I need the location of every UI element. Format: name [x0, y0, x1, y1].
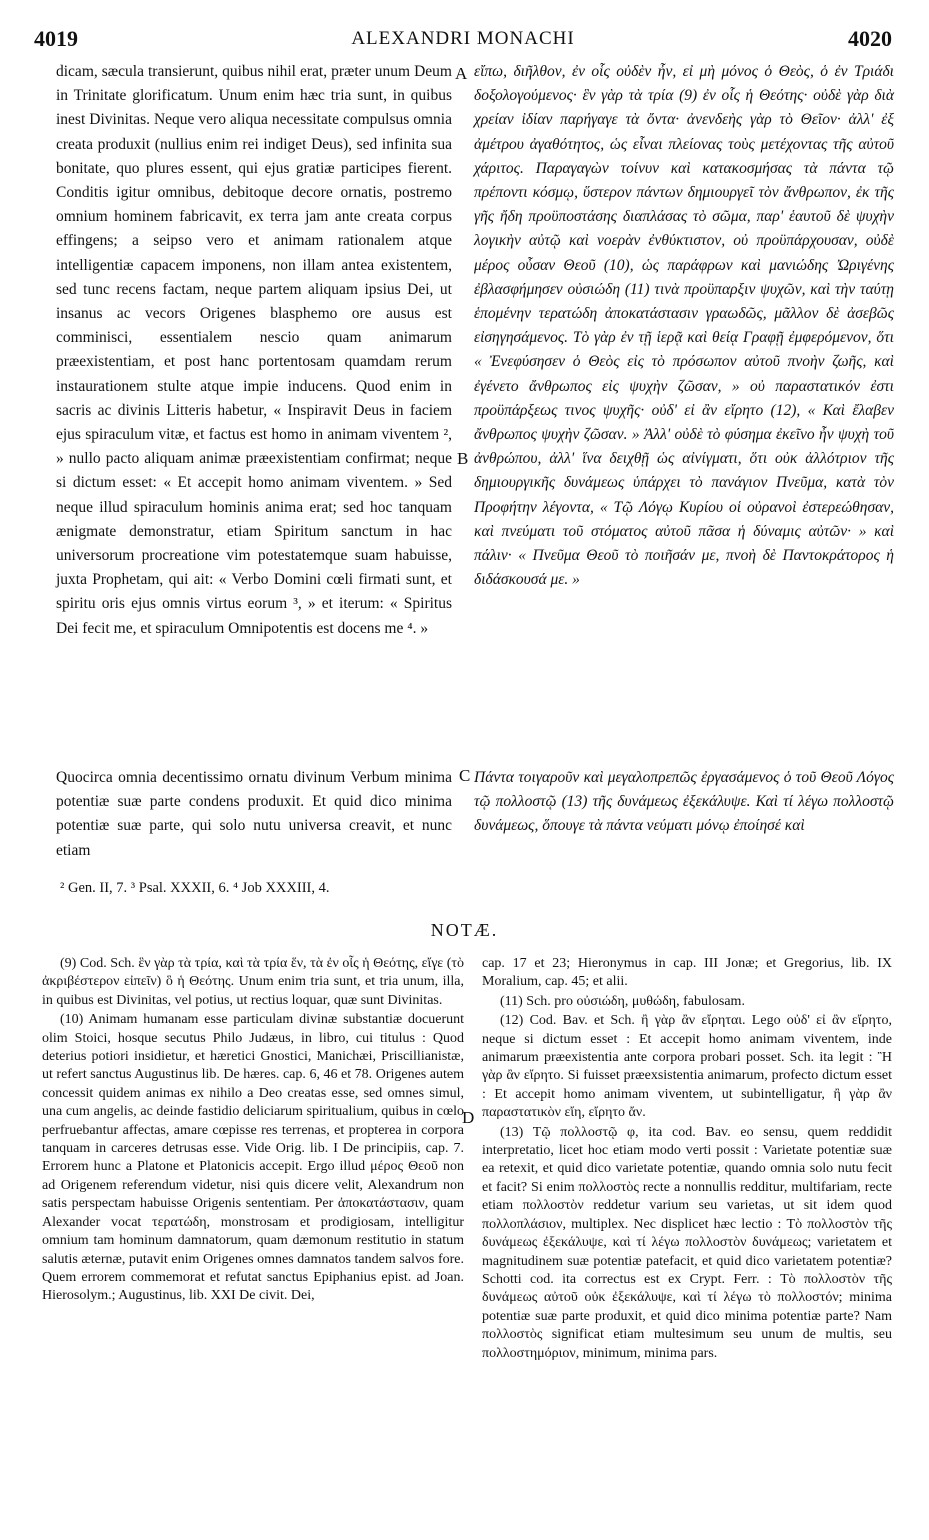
column-marker-b: B	[457, 449, 469, 468]
note-12: (12) Cod. Bav. et Sch. ἢ γὰρ ἂν εἴρηται. Lego οὐδ' εἰ ἂν εἴρητο, neque si dictum esset : Et accepit homo animam viventem, inde animarum præexistentia ante corpora probari posset. Sch. ita legit : Ἢ γὰρ ἂν εἴρητο. Si fuisset præexsistentia animarum, profecto dictum esset : Et accepit homo animam viventem, ut subintelligatur, ἢ γὰρ ἂν παραστατικὸν εἴη, εἴρητο ἄν.	[482, 1013, 892, 1121]
page-header	[34, 26, 892, 62]
note-10-continued: cap. 17 et 23; Hieronymus in cap. III Jonæ; et Gregorius, lib. IX Moralium, cap. 45; et alii.	[482, 956, 892, 990]
greek-column-paragraph-1	[474, 60, 894, 592]
latin-text: Quocirca omnia decentissimo ornatu divinum Verbum minima potentiæ suæ parte condens produxit. Et quid dico minima potentiæ suæ parte, qui solo nutu universa creavit, et nunc etiam	[56, 769, 452, 859]
latin-column-paragraph-2	[56, 766, 452, 863]
column-marker-a: A	[455, 64, 468, 83]
left-page-number: 4019	[34, 26, 78, 51]
running-title: ALEXANDRI MONACHI	[351, 28, 575, 49]
notes-right-column	[482, 955, 892, 1364]
note-9: (9) Cod. Sch. ἓν γὰρ τὰ τρία, καὶ τὰ τρία ἕν, τὰ ἐν οἷς ἡ Θεότης, εἴγε (τὸ ἀκριβέστερον εἰπεῖν) ὃ ἡ Θεότης. Unum enim tria sunt, et tria unum, illa, in quibus est Divinitas, vel potius, ut rectius loquar, quæ sunt Divinitas.	[42, 956, 464, 1008]
latin-column-paragraph-1	[56, 60, 452, 641]
column-marker-c: C	[459, 766, 471, 785]
notes-heading: NOTÆ.	[430, 920, 499, 940]
notes-left-column	[42, 955, 464, 1307]
note-11: (11) Sch. pro οὐσιώδη, μυθώδη, fabulosam.	[500, 993, 745, 1009]
latin-text: dicam, sæcula transierunt, quibus nihil erat, præter unum Deum in Trinitate glorificatum. Unum enim hæc tria sunt, in quibus inest Divinitas. Neque vero aliqua necessitate compulsus omnia creata produxit (nullius enim rei indiget Deus), sed infinita sua bonitate, quo plures essent, qui ejus gratiæ participes fierent. Conditis igitur omnibus, debitoque decore ornatis, postremo omnium hominem fabricavit, ex terra jam ante creata corpus effingens; a seipso vero et animam rationalem atque intelligentiæ capacem imponens, non illam antea existentem, sed tunc recens factam, neque partem aliquam ipsius Dei, ut insanus ac vecors Origenes blasphemo ore ausus est comminisci, essentialem nescio quam animarum præexistentiam, et post hanc portentosam quamdam rerum instaurationem stulte atque impie inducens. Quod enim in sacris ac divinis Litteris habetur, « Inspiravit Deus in faciem ejus spiraculum vitæ, et factus est homo in animam viventem ², » nullo pacto aliquam animæ præexistentiam confirmat; neque si dictum esset: « Et accepit homo animam viventem. » Sed neque illud spiraculum hominis anima erat; sed hoc tanquam ænigmate demonstratur, etiam Spiritum sanctum in hac universorum procreatione vim potestatemque suam habuisse, juxta Prophetam, qui ait: « Verbo Domini cœli firmati sunt, et spiritu oris ejus omnis virtus eorum ³, » et iterum: « Spiritus Dei fecit me, et spiraculum Omnipotentis est docens me ⁴. »	[56, 63, 452, 637]
right-page-number: 4020	[848, 26, 892, 51]
greek-column-paragraph-2	[474, 766, 894, 839]
scripture-footnotes: ² Gen. II, 7. ³ Psal. XXXII, 6. ⁴ Job XXXIII, 4.	[60, 880, 330, 896]
note-13: (13) Τῷ πολλοστῷ φ, ita cod. Bav. eo sensu, quem reddidit interpretatio, licet hoc etiam modo verti possit : Varietate potentiæ suæ ea retexit, et quid dico varietate potentiæ, quando omnia solo nutu fecit et facit? Si enim πολλοστὸς recte a nonnullis redditur, multifariam, recte etiam πολλοστὸν reddetur varium seu varietas, ut sit idem quod πολλοπλάσιον, multiplex. Nec displicet hæc lectio : Τὸ πολλοστὸν τῆς δυνάμεως ἐξεκάλυψε, καὶ τί λέγω πολλοστὸν δυνάμεως; varietatem et magnitudinem suæ potentiæ patefacit, et quid dico varietatem potentiæ? Schotti cod. ita correctus est ex Crypt. Ferr. : Τὸ πολλοστὸν τῆς δυνάμεως αὐτοῦ οὐκ ἐξεκάλυψε, καὶ τί λέγω τὸ πολλοστόν; minima potentiæ suæ parte produxit, et quid dico minima potentiæ parte? Nam πολλοστὸς significat etiam multesimum seu unum de multis, seu πολλοστημόριον, minimum, minima pars.	[482, 1124, 892, 1361]
greek-text: Πάντα τοιγαροῦν καὶ μεγαλοπρεπῶς ἐργασάμενος ὁ τοῦ Θεοῦ Λόγος τῷ πολλοστῷ (13) τῆς δυνάμεως ἐξεκάλυψε. Καὶ τί λέγω πολλοστῷ δυνάμεως, ὅπουγε τὰ πάντα νεύματι μόνῳ ἐποίησέ καὶ	[474, 769, 894, 835]
column-marker-d: D	[462, 1108, 475, 1127]
note-10: (10) Animam humanam esse particulam divinæ substantiæ docuerunt olim Stoici, hosque secutus Philo Judæus, in libro, cui titulus : Quod deterius potiori insidietur, et hæretici Gnostici, Manichæi, Priscillianistæ, ut refert sanctus Augustinus lib. De hæres. cap. 6, 46 et 78. Origenes autem concessit quidem animas ex nihilo a Deo creatas esse, sed omnes simul, una cum angelis, ac deinde fastidio deliciarum spiritualium, quibus in cœlo perfruebantur affectas, amare cœpisse res terrenas, et propterea in corpora tanquam in carceres detrusas esse. Vide Orig. lib. I De principiis, cap. 7. Errorem hunc a Platone et Platonicis accepit. Ergo illud μέρος Θεοῦ non ad Origenem referendum videtur, nisi quis dicere velit, Alexandrum non satis perspectam habuisse Origenis sententiam. Per ἀποκατάστασιν, quam Alexander vocat τερατώδη, monstrosam et prodigiosam, intelligitur omnium tam hominum damnatorum, quam dæmonum restitutio in statum salutis æternæ, putavit enim Origenes omnes damnatos tandem salvos fore. Quem errorem commemorat et refutat sanctus Epiphanius epist. ad Joan. Hierosolym.; Augustinus, lib. XXI De civit. Dei,	[42, 1012, 464, 1304]
greek-text: εἴπω, διῆλθον, ἐν οἷς οὐδὲν ἦν, εἰ μὴ μόνος ὁ Θεὸς, ὁ ἐν Τριάδι δοξολογούμενος· ἓν γὰρ τὰ τρία (9) ἐν οἷς ἡ Θεότης· οὐδὲ γὰρ διὰ χρείαν ἰδίαν παρήγαγε τὰ ὄντα· ἀνενδεὴς γὰρ τὸ Θεῖον· ἀλλ' ἐξ ἀμέτρου ἀγαθότητος, ὡς εἶναι πλείονας τοὺς μετέχοντας τῆς αὐτοῦ χάριτος. Παραγαγὼν τοίνυν καὶ κατακοσμήσας τὰ πάντα τῷ πρέποντι κόσμῳ, ὕστερον πάντων δημιουργεῖ τὸν ἄνθρωπον, ἐκ τῆς γῆς ἤδη προϋποστάσης διαπλάσας τὸ σῶμα, παρ' ἑαυτοῦ δὲ ψυχὴν λογικὴν αὐτῷ καὶ νοερὰν ἐνθύκτιστον, οὐ προϋπάρχουσαν, οὐδὲ μέρος οὖσαν Θεοῦ (10), ὡς παράφρων καὶ μανιώδης Ὠριγένης ἐβλασφήμησεν οὐσιώδη (11) τινὰ προϋπαρξιν ψυχῶν, καὶ τὴν ταύτῃ ἑπομένην τερατώδη ἀποκατάστασιν γραωδῶς, μᾶλλον δὲ ἀσεβῶς εἰσηγησάμενος. Τὸ γὰρ ἐν τῇ ἱερᾷ καὶ θείᾳ Γραφῇ ἐμφερόμενον, ὅτι « Ἐνεφύσησεν ὁ Θεὸς εἰς τὸ πρόσωπον αὐτοῦ πνοὴν ζωῆς, καὶ ἐγένετο ἄνθρωπος εἰς ψυχὴν ζῶσαν, » οὐ παραστατικόν ἐστι προϋπάρξεως τινος ψυχῆς· οὐδ' εἰ ἂν εἴρητο (12), « Καὶ ἔλαβεν ἄνθρωπος ψυχὴν ζῶσαν. » Ἀλλ' οὐδὲ τὸ φύσημα ἐκεῖνο ἦν ψυχὴ τοῦ ἀνθρώπου, ἀλλ' ἵνα δειχθῇ ὡς αἰνίγματι, ὅτι οὐκ ἀλλότριον τῆς δημιουργικῆς δυνάμεως ὑπάρχει τὸ πανάγιον Πνεῦμα, κατὰ τὸν Προφήτην λέγοντα, « Τῷ Λόγῳ Κυρίου οἱ οὐρανοὶ ἐστερεώθησαν, καὶ πνεύματι τοῦ στόματος αὐτοῦ πᾶσα ἡ δύναμις αὐτῶν· » καὶ πάλιν· « Πνεῦμα Θεοῦ τὸ ποιῆσάν με, πνοὴ δὲ Παντοκράτορος ἡ διδάσκουσά με. »	[474, 63, 894, 589]
